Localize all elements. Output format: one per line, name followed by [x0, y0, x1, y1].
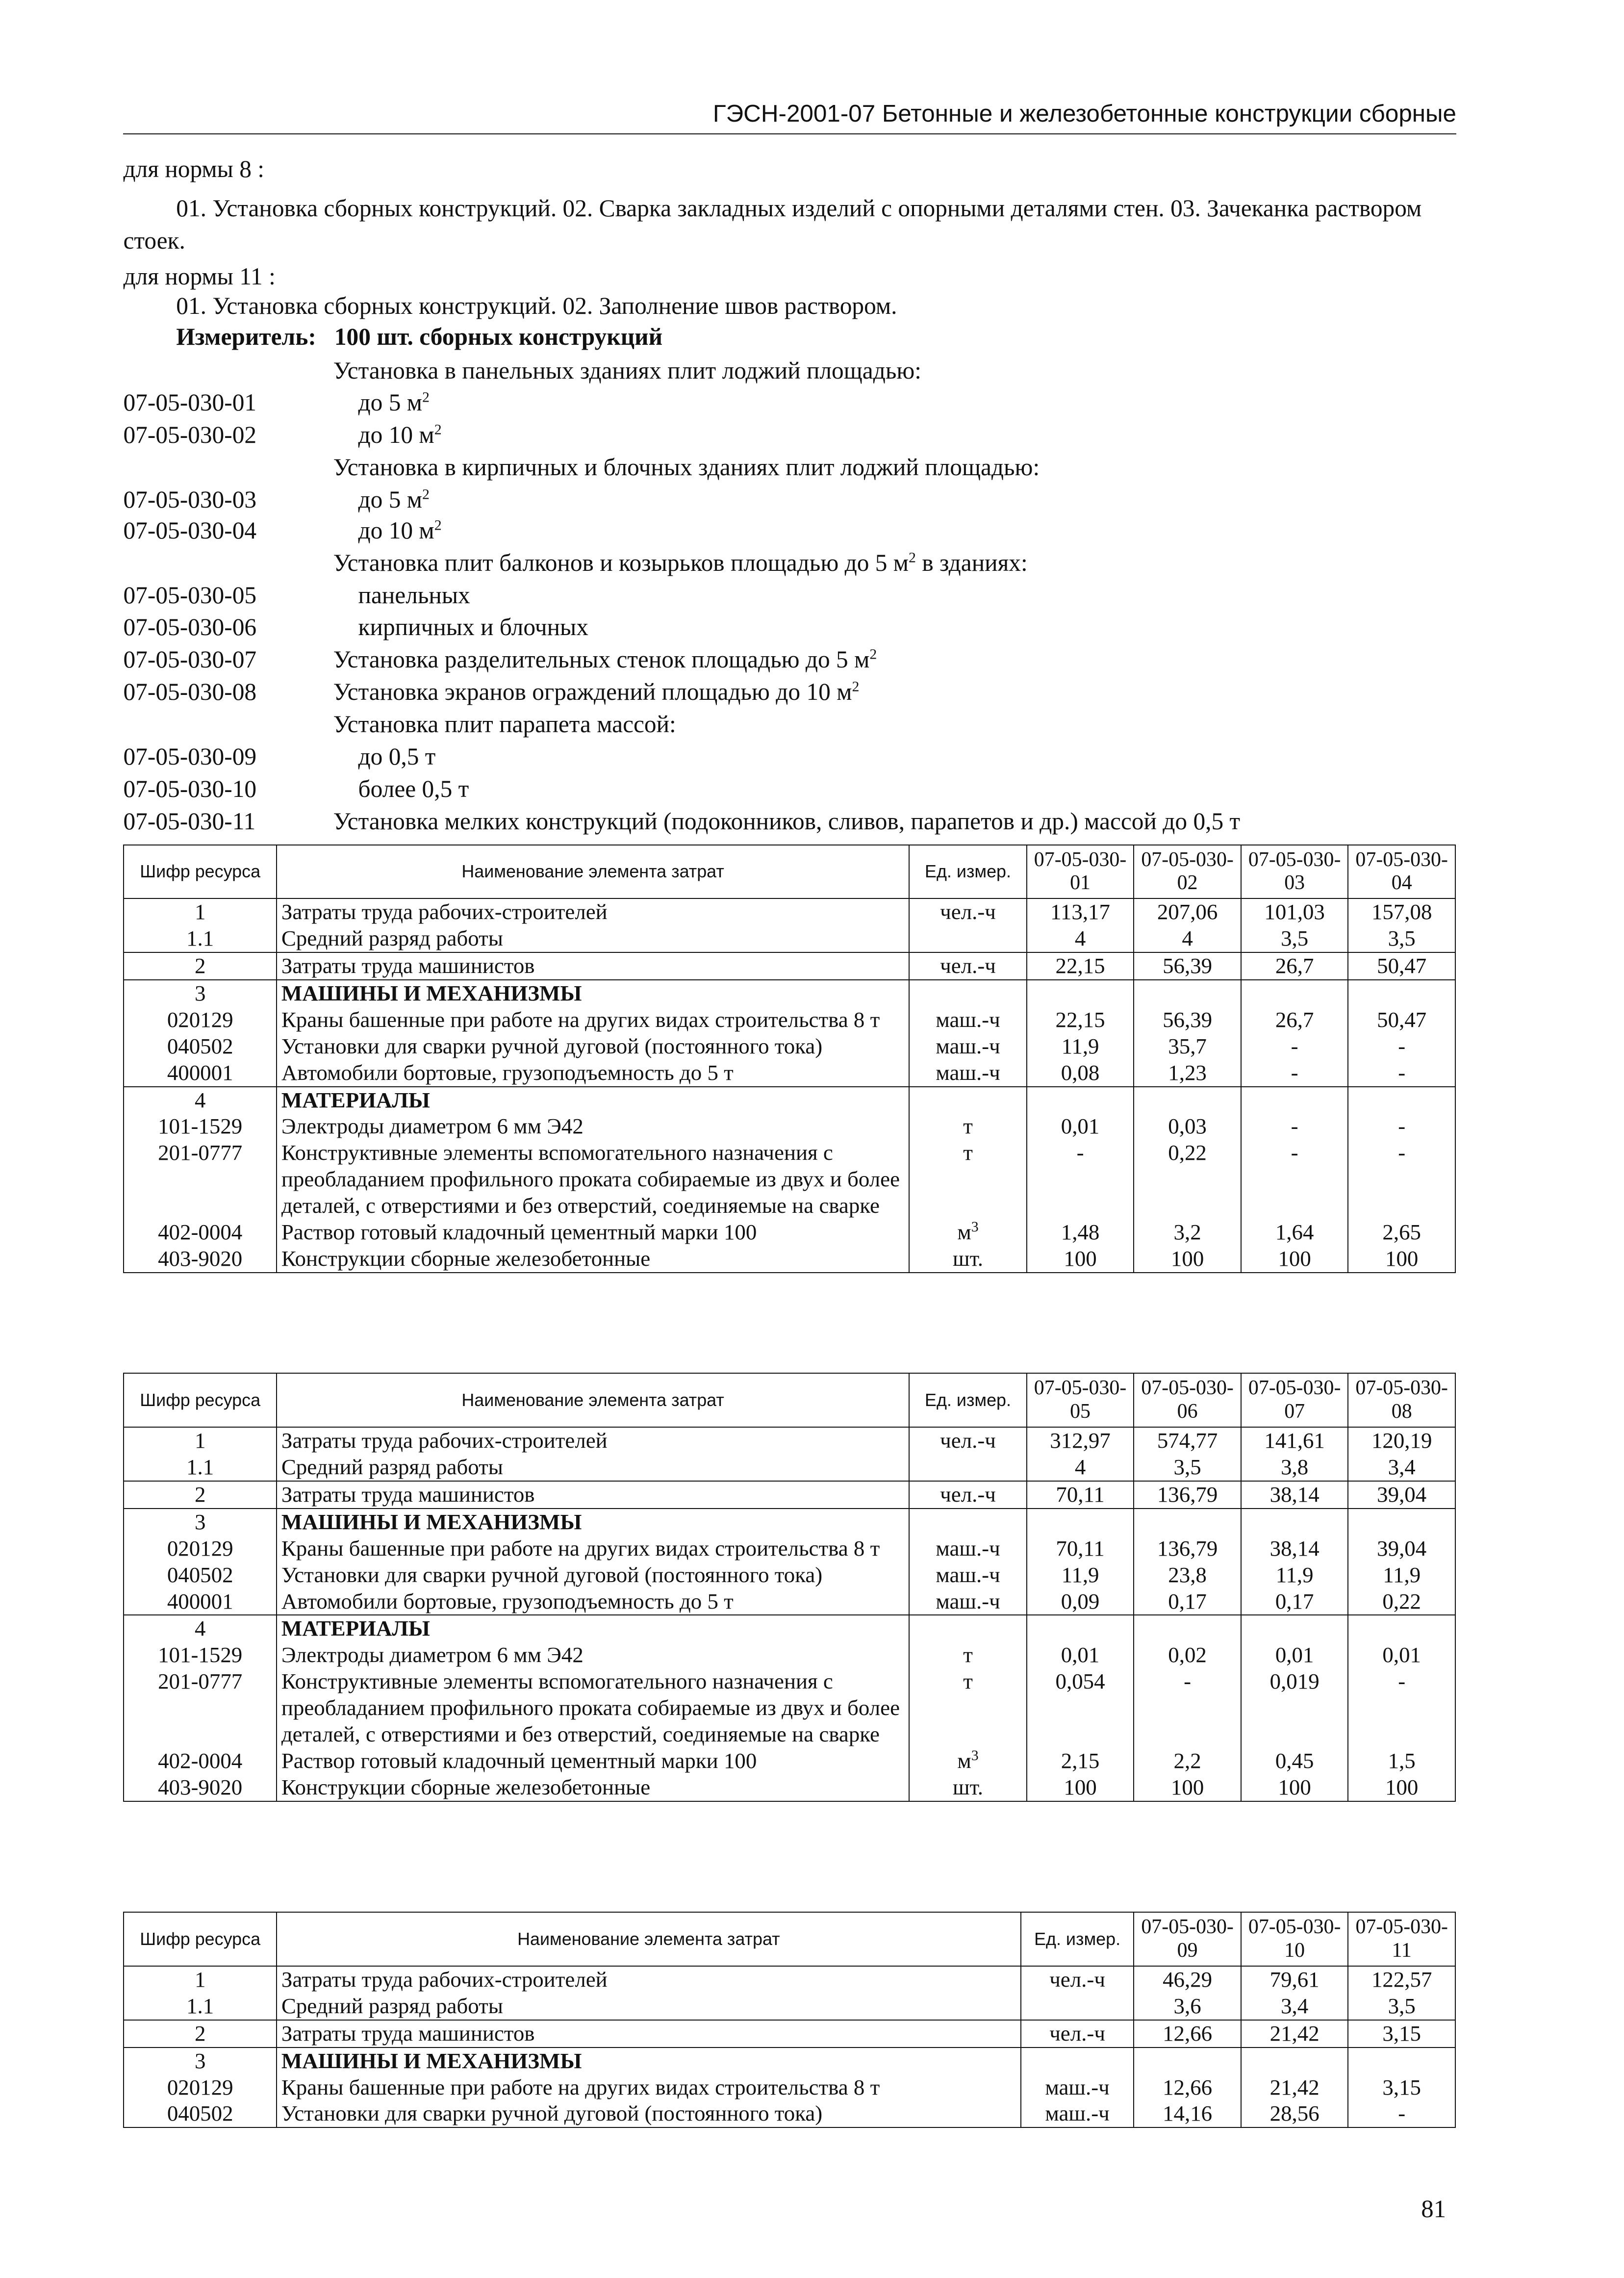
table-cell: 46,29 — [1134, 1966, 1241, 1993]
table-cell: шт. — [909, 1774, 1027, 1801]
table-row — [124, 1536, 1455, 1562]
col-header-norm: 07-05-030-07 — [1241, 1373, 1348, 1427]
table-cell: - — [1348, 1113, 1455, 1140]
col-header-norm: 07-05-030-04 — [1348, 845, 1455, 899]
table-cell: 3 — [124, 2048, 276, 2074]
table-cell: - — [1348, 1668, 1455, 1748]
table-cell: 26,7 — [1241, 952, 1348, 980]
table-cell: 2,65 — [1348, 1219, 1455, 1246]
table-cell: 400001 — [124, 1588, 276, 1615]
table-cell: 0,17 — [1134, 1588, 1241, 1615]
table-cell: чел.-ч — [1021, 1966, 1134, 1993]
table-cell: Затраты труда машинистов — [277, 1481, 909, 1509]
table-cell — [1027, 980, 1134, 1007]
table-cell — [1348, 1615, 1455, 1642]
table-cell: 0,45 — [1241, 1748, 1348, 1774]
table-cell: 12,66 — [1134, 2020, 1241, 2048]
table-cell: 403-9020 — [124, 1246, 276, 1273]
norm11-label: для нормы 11 : — [123, 262, 276, 290]
table-cell: Автомобили бортовые, грузоподъемность до 5 т — [277, 1060, 909, 1087]
table-cell: 3,5 — [1348, 925, 1455, 952]
col-header-norm: 07-05-030-10 — [1241, 1912, 1348, 1966]
table-cell: 50,47 — [1348, 952, 1455, 980]
table-cell — [1027, 1087, 1134, 1114]
table-row — [124, 952, 1455, 980]
table-cell: МАШИНЫ И МЕХАНИЗМЫ — [277, 980, 909, 1007]
col-header-unit: Ед. измер. — [909, 1373, 1027, 1427]
table-cell: 0,019 — [1241, 1668, 1348, 1748]
table-row — [124, 1748, 1455, 1774]
table-cell: 1.1 — [124, 1454, 276, 1481]
table-cell — [909, 980, 1027, 1007]
table-cell: 3 — [124, 1509, 276, 1536]
table-cell: чел.-ч — [909, 1427, 1027, 1454]
unit-m3: $м^3$ — [909, 1219, 1027, 1246]
table-cell: Конструкции сборные железобетонные — [277, 1774, 909, 1801]
table-cell: 11,9 — [1027, 1033, 1134, 1060]
table-cell: Конструкции сборные железобетонные — [277, 1246, 909, 1273]
table-cell — [909, 1509, 1027, 1536]
running-header: ГЭСН-2001-07 Бетонные и железобетонные конструкции сборные — [123, 100, 1456, 135]
table-cell: 11,9 — [1348, 1562, 1455, 1588]
table-section-row — [124, 1087, 1455, 1114]
table-cell: 1.1 — [124, 925, 276, 952]
table-cell: 22,15 — [1027, 1007, 1134, 1033]
table-cell: Электроды диаметром 6 мм Э42 — [277, 1113, 909, 1140]
table-cell: - — [1241, 1033, 1348, 1060]
table-cell: 136,79 — [1134, 1536, 1241, 1562]
table-cell: 50,47 — [1348, 1007, 1455, 1033]
table-cell: 100 — [1241, 1246, 1348, 1273]
table-cell: 22,15 — [1027, 952, 1134, 980]
table-row — [124, 1246, 1455, 1273]
table-cell: 4 — [124, 1087, 276, 1114]
table-row — [124, 1774, 1455, 1801]
table-cell: МАТЕРИАЛЫ — [277, 1615, 909, 1642]
table-cell: - — [1241, 1060, 1348, 1087]
norm8-text: 01. Установка сборных конструкций. 02. Сварка закладных изделий с опорными деталями стен. 03. Зачеканка раствором стоек. — [123, 195, 1422, 255]
resource-table-3 — [123, 1912, 1456, 2128]
table-cell — [1241, 1087, 1348, 1114]
table-cell: Автомобили бортовые, грузоподъемность до 5 т — [277, 1588, 909, 1615]
table-cell: 100 — [1348, 1246, 1455, 1273]
table-cell: - — [1348, 1060, 1455, 1087]
table-cell: маш.-ч — [909, 1536, 1027, 1562]
table-cell: 120,19 — [1348, 1427, 1455, 1454]
table-cell — [909, 1087, 1027, 1114]
col-header-name: Наименование элемента затрат — [277, 845, 909, 899]
table-cell: 201-0777 — [124, 1140, 276, 1219]
table-cell: 0,08 — [1027, 1060, 1134, 1087]
table-cell: 14,16 — [1134, 2100, 1241, 2127]
table-cell: 4 — [1027, 1454, 1134, 1481]
table-cell: - — [1348, 2100, 1455, 2127]
table-cell: 100 — [1348, 1774, 1455, 1801]
table-cell: чел.-ч — [909, 1481, 1027, 1509]
table-cell: 70,11 — [1027, 1481, 1134, 1509]
table-cell — [1027, 1615, 1134, 1642]
table-row — [124, 1668, 1455, 1748]
table-cell: 28,56 — [1241, 2100, 1348, 2127]
table-cell: 400001 — [124, 1060, 276, 1087]
table-row — [124, 1007, 1455, 1033]
table-cell: 403-9020 — [124, 1774, 276, 1801]
table-cell: 0,17 — [1241, 1588, 1348, 1615]
table-cell: - — [1241, 1140, 1348, 1219]
table-cell: Краны башенные при работе на других видах строительства 8 т — [277, 1536, 909, 1562]
table-row — [124, 1481, 1455, 1509]
table-cell: 101,03 — [1241, 898, 1348, 925]
table-section-row — [124, 980, 1455, 1007]
table-cell: 79,61 — [1241, 1966, 1348, 1993]
table-cell: 0,22 — [1134, 1140, 1241, 1219]
table-row — [124, 1219, 1455, 1246]
table-cell: 1,48 — [1027, 1219, 1134, 1246]
table-row — [124, 1140, 1455, 1219]
table-cell: 12,66 — [1134, 2074, 1241, 2101]
table-cell — [1134, 980, 1241, 1007]
resource-table-2 — [123, 1373, 1455, 1801]
table-cell: Краны башенные при работе на других видах строительства 8 т — [277, 1007, 909, 1033]
table-cell: Затраты труда рабочих-строителей — [277, 1427, 909, 1454]
table-cell: МАШИНЫ И МЕХАНИЗМЫ — [277, 1509, 909, 1536]
table-row — [124, 1033, 1455, 1060]
table-header-row — [124, 1373, 1455, 1427]
table-cell: т — [909, 1113, 1027, 1140]
table-cell: Затраты труда машинистов — [277, 2020, 1021, 2048]
table-cell: 100 — [1134, 1246, 1241, 1273]
measure-value: 100 шт. сборных конструкций — [334, 323, 663, 350]
table-cell: 402-0004 — [124, 1219, 276, 1246]
table-cell: Краны башенные при работе на других видах строительства 8 т — [277, 2074, 1021, 2101]
table-cell: 101-1529 — [124, 1642, 276, 1668]
table-cell — [1241, 2048, 1348, 2074]
table-cell: 2 — [124, 1481, 276, 1509]
table-cell: 157,08 — [1348, 898, 1455, 925]
table-cell: Установки для сварки ручной дуговой (постоянного тока) — [277, 2100, 1021, 2127]
col-header-norm: 07-05-030-09 — [1134, 1912, 1241, 1966]
col-header-norm: 07-05-030-05 — [1027, 1373, 1134, 1427]
table-cell: маш.-ч — [909, 1007, 1027, 1033]
col-header-unit: Ед. измер. — [909, 845, 1027, 899]
table-cell: чел.-ч — [909, 952, 1027, 980]
table-cell — [1348, 1509, 1455, 1536]
col-header-code: Шифр ресурса — [124, 1912, 276, 1966]
norm11-text: 01. Установка сборных конструкций. 02. Заполнение швов раствором. — [176, 292, 897, 319]
table-cell: 35,7 — [1134, 1033, 1241, 1060]
table-cell: 0,01 — [1027, 1642, 1134, 1668]
table-cell — [1027, 1509, 1134, 1536]
table-row — [124, 1060, 1455, 1087]
table-row — [124, 1113, 1455, 1140]
table-row — [124, 1588, 1455, 1615]
table-cell: 0,054 — [1027, 1668, 1134, 1748]
table-cell — [1134, 1087, 1241, 1114]
table-row — [124, 1993, 1455, 2020]
table-cell: МАШИНЫ И МЕХАНИЗМЫ — [277, 2048, 1021, 2074]
col-header-unit: Ед. измер. — [1021, 1912, 1134, 1966]
table-row — [124, 2074, 1455, 2101]
table-row — [124, 898, 1455, 925]
table-row — [124, 1427, 1455, 1454]
table-cell: 3,6 — [1134, 1993, 1241, 2020]
table-cell: 3,15 — [1348, 2020, 1455, 2048]
col-header-norm: 07-05-030-11 — [1348, 1912, 1455, 1966]
table-cell: - — [1348, 1140, 1455, 1219]
table-cell: 1,5 — [1348, 1748, 1455, 1774]
table-cell: 3,4 — [1348, 1454, 1455, 1481]
table-section-row — [124, 1509, 1455, 1536]
table-cell: 136,79 — [1134, 1481, 1241, 1509]
table-cell: - — [1134, 1668, 1241, 1748]
table-cell: шт. — [909, 1246, 1027, 1273]
table-cell: Электроды диаметром 6 мм Э42 — [277, 1642, 909, 1668]
table-cell: Средний разряд работы — [277, 1454, 909, 1481]
table-cell: 0,03 — [1134, 1113, 1241, 1140]
page-number: 81 — [1421, 2196, 1446, 2224]
table-cell: чел.-ч — [1021, 2020, 1134, 2048]
table-cell: 23,8 — [1134, 1562, 1241, 1588]
table-cell: 020129 — [124, 1007, 276, 1033]
col-header-name: Наименование элемента затрат — [277, 1373, 909, 1427]
measure-line — [176, 323, 1509, 351]
table-row — [124, 1966, 1455, 1993]
table-cell: 0,02 — [1134, 1642, 1241, 1668]
table-cell: маш.-ч — [909, 1060, 1027, 1087]
resource-table-1 — [123, 845, 1455, 1273]
table-cell: маш.-ч — [1021, 2100, 1134, 2127]
table-cell: Средний разряд работы — [277, 925, 909, 952]
table-cell: 21,42 — [1241, 2020, 1348, 2048]
table-cell: Раствор готовый кладочный цементный марки 100 — [277, 1219, 909, 1246]
table-row — [124, 925, 1455, 952]
table-cell: 3,5 — [1348, 1993, 1455, 2020]
table-cell: 3,4 — [1241, 1993, 1348, 2020]
table-row — [124, 1454, 1455, 1481]
table-cell — [1348, 2048, 1455, 2074]
table-cell: 4 — [1027, 925, 1134, 952]
table-cell: Установки для сварки ручной дуговой (постоянного тока) — [277, 1033, 909, 1060]
table-cell — [1241, 1615, 1348, 1642]
table-cell: 4 — [1134, 925, 1241, 952]
table-cell: 2,15 — [1027, 1748, 1134, 1774]
table-cell: 2,2 — [1134, 1748, 1241, 1774]
table-cell: 201-0777 — [124, 1668, 276, 1748]
table-cell: 3,8 — [1241, 1454, 1348, 1481]
table-cell — [1021, 1993, 1134, 2020]
table-cell: 26,7 — [1241, 1007, 1348, 1033]
table-cell: 1.1 — [124, 1993, 276, 2020]
table-cell: 101-1529 — [124, 1113, 276, 1140]
col-header-code: Шифр ресурса — [124, 845, 276, 899]
table-cell: 1,64 — [1241, 1219, 1348, 1246]
table-row — [124, 2020, 1455, 2048]
table-cell — [1348, 980, 1455, 1007]
table-cell: 020129 — [124, 1536, 276, 1562]
table-cell: 3,5 — [1134, 1454, 1241, 1481]
table-cell: Конструктивные элементы вспомогательного назначения с преобладанием профильного проката собираемые из двух и более деталей, с отверстиями и без отверстий, соединяемые на сварке — [277, 1140, 909, 1219]
table-cell: 0,01 — [1027, 1113, 1134, 1140]
table-cell: 1 — [124, 1427, 276, 1454]
table-cell: 0,01 — [1348, 1642, 1455, 1668]
table-cell: 0,01 — [1241, 1642, 1348, 1668]
table-cell: МАТЕРИАЛЫ — [277, 1087, 909, 1114]
table-cell: 38,14 — [1241, 1481, 1348, 1509]
table-cell: 11,9 — [1241, 1562, 1348, 1588]
table-cell — [1348, 1087, 1455, 1114]
table-row — [124, 1642, 1455, 1668]
table-cell: 0,22 — [1348, 1588, 1455, 1615]
table-section-row — [124, 2048, 1455, 2074]
table-cell: 574,77 — [1134, 1427, 1241, 1454]
table-cell: маш.-ч — [1021, 2074, 1134, 2101]
table-cell: 56,39 — [1134, 952, 1241, 980]
table-cell: 040502 — [124, 1033, 276, 1060]
table-cell: - — [1027, 1140, 1134, 1219]
document-page: ГЭСН-2001-07 Бетонные и железобетонные конструкции сборные для нормы 8 : 01. Установка сборных конструкций. 02. Сварка закладных изделий с опорными деталями стен. 03. Зачеканка раствором стоек. для нормы 11 : 01. Установка сборных конструкций. 02. Заполнение швов раствором. Измеритель: 100 шт. сборных конструкций Установка в панельных зданиях плит лоджий площадью: 07-05-030-01 до 5 $м^2$ 07-05-030-02 до 10 $м^2$ Установка в кирпичных и блочных зданиях плит лоджий площадью: 07-05-030-03 до 5 $м^2$ 07-05-030-04 до 10 $м^2$ Установка плит балконов и козырьков площадью до 5 $м^2$ в зданиях: 07-05-030-05 панельных 07-05-030-06 кирпичных и блочных 07-05-030-07 Установка разделительных стенок площадью до 5 $м^2$ 07-05-030-08 Установка экранов ограждений площадью до 10 $м^2$ Установка плит парапета массой: 07-05-030-09 до 0,5 т 07-05-030-10 более 0,5 т 07-05-030-11 Установка мелких конструкций (подоконников, сливов, парапетов и др.) массой до 0,5 т Шифр ресурса Наименование элемента затрат Ед. измер. 07-05-030-01 07-05-030-02 07-05-030-03 07-05-030-04 1 Затраты труда рабочих-строителей чел.-ч 113,17 207,06 101,03 157,08 1.1 Средний разряд работы 4 4 3,5 3,5 2 Затраты труда машинистов чел.-ч 22,15 56,39 26,7 50,47 3 МАШИНЫ И МЕХАНИЗМЫ 020129 Краны башенные при работе на других видах строительства 8 т маш.-ч 22,15 56,39 26,7 50,47 040502 Установки для сварки ручной дуговой (постоянного тока) маш.-ч 11,9 35,7 - - 400001 Автомобили бортовые, грузоподъемность до 5 т маш.-ч 0,08 1,23 - - 4 МАТЕРИАЛЫ 101-1529 Электроды диаметром 6 мм Э42 т 0,01 0,03 - - 201-0777 Конструктивные элементы вспомогательного назначения с преобладанием профильного проката собираемые из двух и более деталей, с отверстиями и без отверстий, соединяемые на сварке т - 0,22 - - 402-0004 Раствор готовый кладочный цементный марки 100 $м^3$ 1,48 3,2 1,64 2,65 403-9020 Конструкции сборные железобетонные шт. 100 100 100 100 Шифр ресурса Наименование элемента затрат Ед. измер. 07-05-030-05 07-05-030-06 07-05-030-07 07-05-030-08 1 Затраты труда рабочих-строителей чел.-ч 312,97 574,77 141,61 120,19 1.1 Средний разряд работы 4 3,5 3,8 3,4 2 Затраты труда машинистов чел.-ч 70,11 136,79 38,14 39,04 3 МАШИНЫ И МЕХАНИЗМЫ 020129 Краны башенные при работе на других видах строительства 8 т маш.-ч 70,11 136,79 38,14 39,04 040502 Установки для сварки ручной дуговой (постоянного тока) маш.-ч 11,9 23,8 11,9 11,9 400001 Автомобили бортовые, грузоподъемность до 5 т маш.-ч 0,09 0,17 0,17 0,22 4 МАТЕРИАЛЫ 101-1529 Электроды диаметром 6 мм Э42 т 0,01 0,02 0,01 0,01 201-0777 Конструктивные элементы вспомогательного назначения с преобладанием профильного проката собираемые из двух и более деталей, с отверстиями и без отверстий, соединяемые на сварке т 0,054 - 0,019 - 402-0004 Раствор готовый кладочный цементный марки 100 $м^3$ 2,15 2,2 0,45 1,5 403-9020 Конструкции сборные железобетонные шт. 100 100 100 100 Шифр ресурса Наименование элемента затрат Ед. измер. 07-05-030-09 07-05-030-10 07-05-030-11 1 Затраты труда рабочих-строителей чел.-ч 46,29 79,61 122,57 1.1 Средний разряд работы 3,6 3,4 3,5 2 Затраты труда машинистов чел.-ч 12,66 21,42 3,15 3 МАШИНЫ И МЕХАНИЗМЫ 020129 Краны башенные при работе на других видах строительства 8 т маш.-ч 12,66 21,42 3,15 040502 Установки для сварки ручной дуговой (постоянного тока) маш.-ч 14,16 28,56 - 81 — [0, 0, 1624, 2278]
table-header-row — [124, 1912, 1455, 1966]
table-cell: 122,57 — [1348, 1966, 1455, 1993]
table-cell: 3,5 — [1241, 925, 1348, 952]
unit-m3: $м^3$ — [909, 1748, 1027, 1774]
table-cell: 39,04 — [1348, 1536, 1455, 1562]
table-row — [124, 2100, 1455, 2127]
table-cell: 0,09 — [1027, 1588, 1134, 1615]
table-cell: Раствор готовый кладочный цементный марки 100 — [277, 1748, 909, 1774]
table-cell: 38,14 — [1241, 1536, 1348, 1562]
table-cell: 100 — [1134, 1774, 1241, 1801]
table-cell: Затраты труда машинистов — [277, 952, 909, 980]
table-cell: маш.-ч — [909, 1562, 1027, 1588]
table-cell: - — [1241, 1113, 1348, 1140]
table-cell — [1021, 2048, 1134, 2074]
table-cell: 3 — [124, 980, 276, 1007]
table-row — [124, 1562, 1455, 1588]
table-cell: чел.-ч — [909, 898, 1027, 925]
table-cell: 141,61 — [1241, 1427, 1348, 1454]
table-cell — [1241, 1509, 1348, 1536]
table-cell: т — [909, 1668, 1027, 1748]
table-cell: 39,04 — [1348, 1481, 1455, 1509]
table-cell: 4 — [124, 1615, 276, 1642]
table-cell — [909, 1615, 1027, 1642]
table-cell — [909, 925, 1027, 952]
table-cell: 207,06 — [1134, 898, 1241, 925]
table-cell: Конструктивные элементы вспомогательного назначения с преобладанием профильного проката собираемые из двух и более деталей, с отверстиями и без отверстий, соединяемые на сварке — [277, 1668, 909, 1748]
col-header-norm: 07-05-030-08 — [1348, 1373, 1455, 1427]
table-cell: 3,2 — [1134, 1219, 1241, 1246]
table-cell — [909, 1454, 1027, 1481]
col-header-norm: 07-05-030-02 — [1134, 845, 1241, 899]
table-cell: 2 — [124, 952, 276, 980]
table-cell: 1 — [124, 898, 276, 925]
measure-label: Измеритель: — [176, 323, 316, 350]
table-cell: Установки для сварки ручной дуговой (постоянного тока) — [277, 1562, 909, 1588]
col-header-norm: 07-05-030-03 — [1241, 845, 1348, 899]
col-header-norm: 07-05-030-01 — [1027, 845, 1134, 899]
table-header-row — [124, 845, 1455, 899]
table-cell: маш.-ч — [909, 1588, 1027, 1615]
table-cell — [1134, 2048, 1241, 2074]
table-cell: 1 — [124, 1966, 276, 1993]
table-cell: - — [1348, 1033, 1455, 1060]
table-cell: 100 — [1027, 1246, 1134, 1273]
table-cell: 020129 — [124, 2074, 276, 2101]
table-cell — [1241, 980, 1348, 1007]
table-cell: 312,97 — [1027, 1427, 1134, 1454]
table-cell: 11,9 — [1027, 1562, 1134, 1588]
table-cell: 040502 — [124, 2100, 276, 2127]
col-header-code: Шифр ресурса — [124, 1373, 276, 1427]
table-cell: Затраты труда рабочих-строителей — [277, 898, 909, 925]
table-cell: 113,17 — [1027, 898, 1134, 925]
table-cell: Затраты труда рабочих-строителей — [277, 1966, 1021, 1993]
table-cell: 1,23 — [1134, 1060, 1241, 1087]
table-cell: т — [909, 1642, 1027, 1668]
table-cell: 2 — [124, 2020, 276, 2048]
table-cell: 3,15 — [1348, 2074, 1455, 2101]
norm8-label: для нормы 8 : — [123, 155, 264, 183]
table-cell: 21,42 — [1241, 2074, 1348, 2101]
table-cell: 040502 — [124, 1562, 276, 1588]
col-header-norm: 07-05-030-06 — [1134, 1373, 1241, 1427]
table-cell: 100 — [1027, 1774, 1134, 1801]
table-cell: 56,39 — [1134, 1007, 1241, 1033]
table-cell: 70,11 — [1027, 1536, 1134, 1562]
table-section-row — [124, 1615, 1455, 1642]
table-cell: Средний разряд работы — [277, 1993, 1021, 2020]
table-cell: т — [909, 1140, 1027, 1219]
table-cell: 100 — [1241, 1774, 1348, 1801]
table-cell: маш.-ч — [909, 1033, 1027, 1060]
table-cell — [1134, 1509, 1241, 1536]
table-cell — [1134, 1615, 1241, 1642]
col-header-name: Наименование элемента затрат — [277, 1912, 1021, 1966]
table-cell: 402-0004 — [124, 1748, 276, 1774]
